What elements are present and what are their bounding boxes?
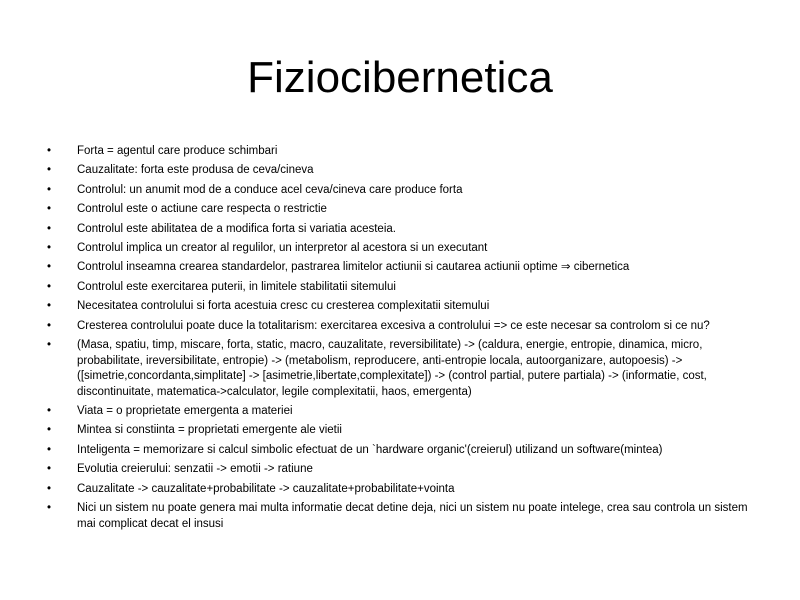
bullet-text: (Masa, spatiu, timp, miscare, forta, static, macro, cauzalitate, reversibilitate) -> (caldura, energie, entropie, dinamica, micro, probabilitate, ireversibilitate, entropie) -> (metabolism, reproducere, anti-entropie locala, autoorganizare, autopoesis) -> ([simetrie,concordanta,simplitate] -> [asimetrie,libertate,complexitate]) -> (control partial, putere partiala) -> (informatie, cost, discontinuitate, matematica->calculator, legile complexitatii, haos, emergenta) (77, 338, 707, 398)
list-item (47, 423, 757, 439)
bullet-text: Inteligenta = memorizare si calcul simbolic efectuat de un `hardware organic'(creierul) utilizand un software(mintea) (77, 443, 663, 456)
bullet-text: Controlul implica un creator al regulilor, un interpretor al acestora si un executant (77, 241, 488, 254)
bullet-icon: • (47, 300, 52, 313)
list-item (47, 482, 757, 498)
bullet-icon: • (47, 405, 52, 418)
list-item (47, 144, 757, 160)
bullet-icon: • (47, 280, 52, 293)
bullet-text: Cauzalitate -> cauzalitate+probabilitate -> cauzalitate+probabilitate+vointa (77, 482, 455, 495)
list-item (47, 202, 757, 218)
bullet-icon: • (47, 482, 52, 495)
bullet-text: Nici un sistem nu poate genera mai multa informatie decat detine deja, nici un sistem nu poate intelege, crea sau controla un sistem mai complicat decat el insusi (77, 502, 748, 530)
bullet-icon: • (47, 203, 52, 216)
bullet-text: Controlul inseamna crearea standardelor, pastrarea limitelor actiunii si cautarea actiunii optime ⇒ cibernetica (77, 261, 630, 274)
bullet-icon: • (47, 241, 52, 254)
bullet-text: Controlul: un anumit mod de a conduce acel ceva/cineva care produce forta (77, 183, 463, 196)
list-item (47, 404, 757, 420)
bullet-icon: • (47, 183, 52, 196)
list-item (47, 280, 757, 296)
list-item (47, 319, 757, 335)
bullet-text: Mintea si constiinta = proprietati emergente ale vietii (77, 424, 342, 437)
bullet-text: Controlul este abilitatea de a modifica forta si variatia acesteia. (77, 222, 396, 235)
bullet-icon: • (47, 443, 52, 456)
bullet-text: Forta = agentul care produce schimbari (77, 145, 278, 157)
list-item (47, 443, 757, 459)
list-item (47, 462, 757, 478)
slide-title: Fiziocibernetica (247, 53, 553, 102)
bullet-text: Necesitatea controlului si forta acestuia cresc cu cresterea complexitatii sitemului (77, 300, 490, 313)
bullet-text: Cresterea controlului poate duce la totalitarism: exercitarea excesiva a controlului => ce este necesar sa controlom si ce nu? (77, 319, 710, 332)
bullet-icon: • (47, 502, 52, 515)
bullet-text: Controlul este exercitarea puterii, in limitele stabilitatii sitemului (77, 280, 396, 293)
bullet-icon: • (47, 463, 52, 476)
bullet-icon: • (47, 222, 52, 235)
bullet-text: Evolutia creierului: senzatii -> emotii -> ratiune (77, 463, 313, 476)
bullet-text: Viata = o proprietate emergenta a materiei (77, 405, 293, 418)
list-item (47, 299, 757, 315)
bullet-list (47, 144, 757, 536)
list-item (47, 501, 757, 532)
bullet-icon: • (47, 319, 52, 332)
bullet-icon: • (47, 145, 52, 157)
list-item (47, 260, 757, 276)
list-item (47, 241, 757, 257)
bullet-icon: • (47, 338, 52, 351)
bullet-icon: • (47, 261, 52, 274)
bullet-text: Controlul este o actiune care respecta o restrictie (77, 203, 327, 216)
bullet-icon: • (47, 424, 52, 437)
bullet-icon: • (47, 164, 52, 177)
bullet-text: Cauzalitate: forta este produsa de ceva/cineva (77, 164, 314, 177)
list-item (47, 222, 757, 238)
list-item (47, 163, 757, 179)
list-item (47, 338, 757, 400)
list-item (47, 183, 757, 199)
